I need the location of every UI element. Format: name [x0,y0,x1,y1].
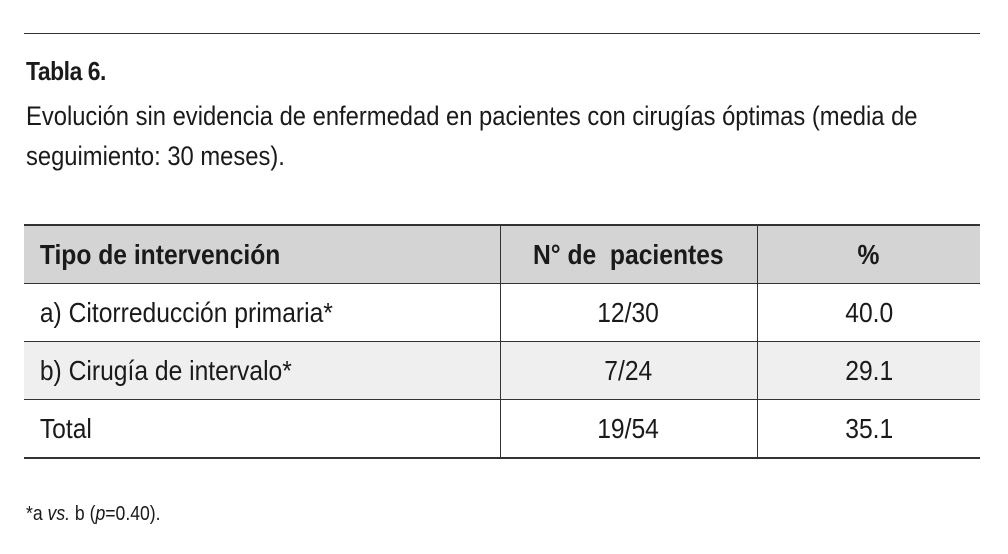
header-tipo-intervencion: Tipo de intervención [24,225,500,284]
cell-percent: 35.1 [757,400,980,459]
cell-tipo: Total [24,400,500,459]
table-caption: Evolución sin evidencia de enfermedad en pacientes con cirugías óptimas (media de seguimiento: 30 meses). [26,101,918,171]
table-footnote: *a vs. b (p=0.40). [26,503,161,525]
cell-pacientes: 12/30 [500,284,757,342]
table-title: Tabla 6. [26,56,106,86]
header-n-pacientes: N° de pacientes [500,225,757,284]
top-rule [24,33,980,34]
cell-tipo: a) Citorreducción primaria* [24,284,500,342]
table-row [24,284,980,342]
cell-percent: 40.0 [757,284,980,342]
data-table [24,224,980,459]
table-row [24,342,980,400]
header-percent: % [757,225,980,284]
table-row-total [24,400,980,459]
cell-tipo: b) Cirugía de intervalo* [24,342,500,400]
cell-pacientes: 19/54 [500,400,757,459]
cell-pacientes: 7/24 [500,342,757,400]
cell-percent: 29.1 [757,342,980,400]
table-header-row [24,225,980,284]
